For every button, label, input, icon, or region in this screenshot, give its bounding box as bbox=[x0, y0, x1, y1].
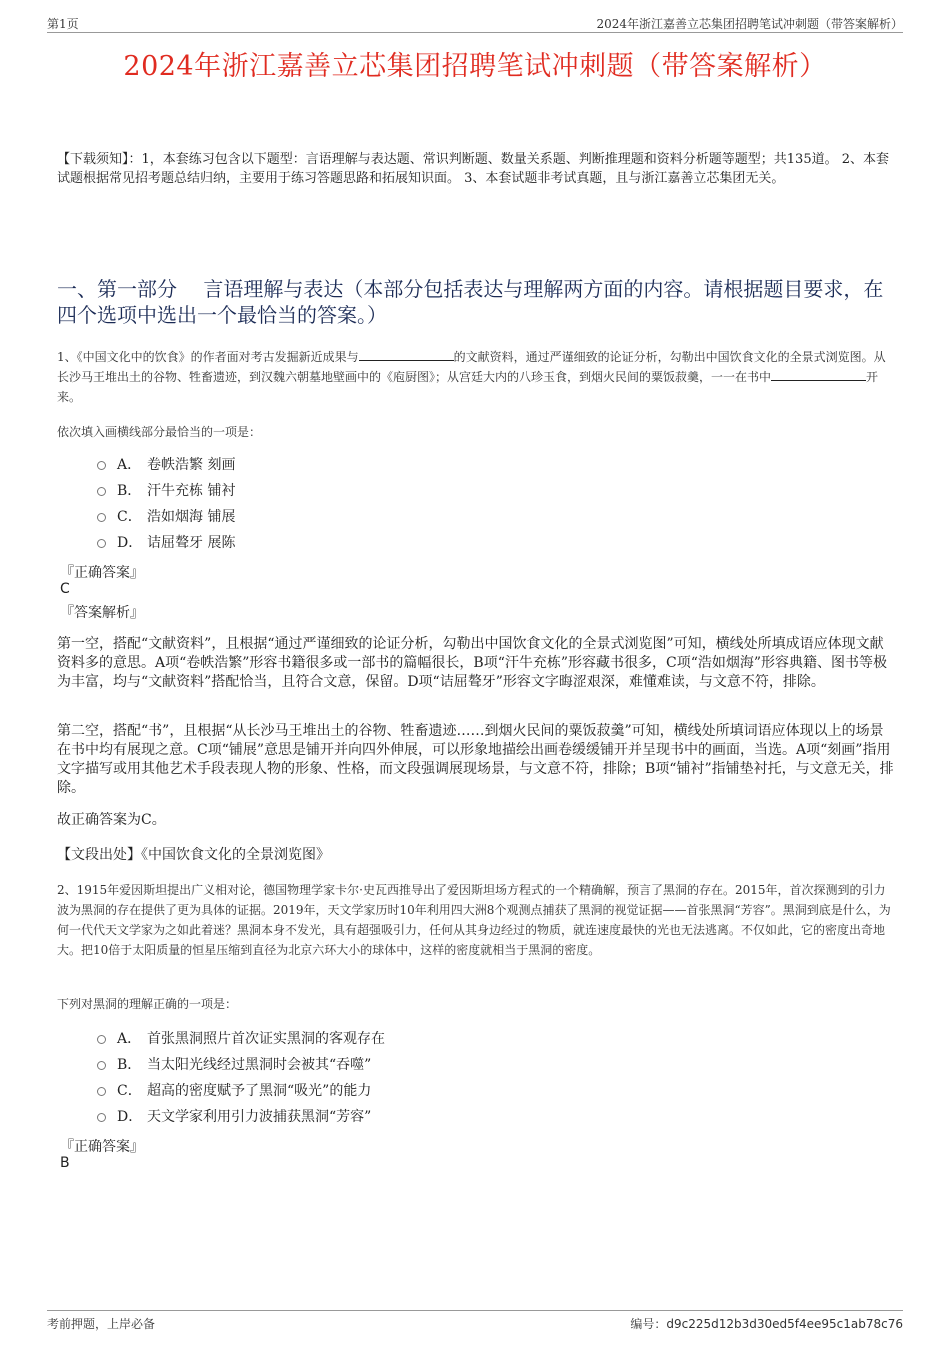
page-number: 第1页 bbox=[47, 17, 79, 31]
source-note: 【文段出处】《中国饮食文化的全景浏览图》 bbox=[57, 847, 330, 863]
section-heading: 一、第一部分 言语理解与表达（本部分包括表达与理解两方面的内容。请根据题目要求，在四个选项中选出一个最恰当的答案。） bbox=[57, 277, 884, 327]
analysis-label: 『答案解析』 bbox=[60, 605, 144, 621]
option-letter: D． bbox=[117, 535, 143, 551]
option-c[interactable] bbox=[97, 1078, 385, 1104]
option-c[interactable] bbox=[97, 504, 235, 530]
option-letter: D． bbox=[117, 1109, 143, 1125]
question-2-text: 2、1915年爱因斯坦提出广义相对论，德国物理学家卡尔·史瓦西推导出了爱因斯坦场方程式的一个精确解，预言了黑洞的存在。2015年，首次探测到的引力波为黑洞的存在提供了更为具体的证据。2019年，天文学家历时10年利用四大洲8个观测点捕获了黑洞的视觉证据——首张黑洞“芳容”。黑洞到底是什么，为何一代代天文学家为之如此着迷？黑洞本身不发光，具有超强吸引力，任何从其身边经过的物质，就连速度最快的光也无法逃离。不仅如此，它的密度出奇地大。把10倍于太阳质量的恒星压缩到直径为北京六环大小的球体中，这样的密度就相当于黑洞的密度。 bbox=[57, 883, 891, 957]
option-d[interactable] bbox=[97, 530, 235, 556]
radio-button[interactable] bbox=[97, 1113, 106, 1122]
question-1-options bbox=[97, 452, 235, 556]
answer-label: 『正确答案』 bbox=[60, 1139, 144, 1155]
option-text: 汗牛充栋 铺衬 bbox=[147, 483, 236, 499]
option-text: 当太阳光线经过黑洞时会被其“吞噬” bbox=[147, 1057, 372, 1073]
option-b[interactable] bbox=[97, 1052, 385, 1078]
header-doc-title: 2024年浙江嘉善立芯集团招聘笔试冲刺题（带答案解析） bbox=[596, 17, 903, 31]
code-value: d9c225d12b3d30ed5f4ee95c1ab78c76 bbox=[666, 1317, 903, 1331]
correct-answer: C bbox=[60, 581, 70, 597]
radio-button[interactable] bbox=[97, 539, 106, 548]
radio-button[interactable] bbox=[97, 1061, 106, 1070]
code-label: 编号： bbox=[630, 1317, 667, 1331]
radio-button[interactable] bbox=[97, 513, 106, 522]
radio-button[interactable] bbox=[97, 1035, 106, 1044]
fill-blank-2 bbox=[771, 368, 866, 381]
option-a[interactable] bbox=[97, 1026, 385, 1052]
radio-button[interactable] bbox=[97, 487, 106, 496]
question-2-prompt: 下列对黑洞的理解正确的一项是： bbox=[57, 997, 238, 1011]
option-letter: B． bbox=[117, 483, 142, 499]
option-text: 诘屈聱牙 展陈 bbox=[147, 535, 236, 551]
analysis-paragraph-1: 第一空，搭配“文献资料”，且根据“通过严谨细致的论证分析，勾勒出中国饮食文化的全景式浏览图”可知，横线处所填成语应体现文献资料多的意思。A项“卷帙浩繁”形容书籍很多或一部书的篇幅很长，B项“汗牛充栋”形容藏书很多，C项“浩如烟海”形容典籍、图书等极为丰富，均与“文献资料”搭配恰当，且符合文意，保留。D项“诘屈聱牙”形容文字晦涩艰深，难懂难读，与文意不符，排除。 bbox=[57, 636, 888, 690]
option-letter: A． bbox=[117, 1031, 142, 1047]
document-title: 2024年浙江嘉善立芯集团招聘笔试冲刺题（带答案解析） bbox=[123, 51, 827, 82]
option-letter: A． bbox=[117, 457, 142, 473]
question-2-options bbox=[97, 1026, 385, 1130]
question-1-text-part-a: 1、《中国文化中的饮食》的作者面对考古发掘新近成果与 bbox=[57, 350, 359, 364]
option-text: 卷帙浩繁 刻画 bbox=[147, 457, 236, 473]
option-text: 首张黑洞照片首次证实黑洞的客观存在 bbox=[147, 1031, 385, 1047]
question-1-prompt: 依次填入画横线部分最恰当的一项是： bbox=[57, 425, 262, 439]
option-letter: B． bbox=[117, 1057, 142, 1073]
question-1-text bbox=[57, 347, 895, 407]
question-1-text-part-c: 开来。 bbox=[57, 370, 879, 404]
answer-label: 『正确答案』 bbox=[60, 565, 144, 581]
page-header bbox=[47, 12, 903, 33]
fill-blank-1 bbox=[359, 348, 454, 361]
radio-button[interactable] bbox=[97, 461, 106, 470]
analysis-conclusion: 故正确答案为C。 bbox=[57, 812, 166, 828]
footer-code bbox=[630, 1315, 903, 1332]
option-letter: C． bbox=[117, 1083, 142, 1099]
option-text: 天文学家利用引力波捕获黑洞“芳容” bbox=[147, 1109, 372, 1125]
download-notice: 【下载须知】：1，本套练习包含以下题型：言语理解与表达题、常识判断题、数量关系题、判断推理题和资料分析题等题型；共135道。 2、本套试题根据常见招考题总结归纳，主要用于练习答题思路和拓展知识面。 3、本套试题非考试真题，且与浙江嘉善立芯集团无关。 bbox=[57, 152, 889, 186]
radio-button[interactable] bbox=[97, 1087, 106, 1096]
option-d[interactable] bbox=[97, 1104, 385, 1130]
option-text: 浩如烟海 铺展 bbox=[147, 509, 236, 525]
correct-answer: B bbox=[60, 1155, 70, 1171]
option-text: 超高的密度赋予了黑洞“吸光”的能力 bbox=[147, 1083, 372, 1099]
question-1-text-part-b: 的文献资料，通过严谨细致的论证分析，勾勒出中国饮食文化的全景式浏览图。从长沙马王堆出土的谷物、牲畜遗迹，到汉魏六朝墓地壁画中的《庖厨图》；从宫廷大内的八珍玉食，到烟火民间的粟饭菽羹，一一在书中 bbox=[57, 350, 886, 384]
option-letter: C． bbox=[117, 509, 142, 525]
analysis-paragraph-2: 第二空，搭配“书”，且根据“从长沙马王堆出土的谷物、牲畜遗迹……到烟火民间的粟饭菽羹”可知，横线处所填词语应体现以上的场景在书中均有展现之意。C项“铺展”意思是铺开并向四外伸展，可以形象地描绘出画卷缓缓铺开并呈现书中的画面，当选。A项“刻画”指用文字描写或用其他艺术手段表现人物的形象、性格，而文段强调展现场景，与文意不符，排除；B项“铺衬”指铺垫衬托，与文意无关，排除。 bbox=[57, 723, 894, 796]
option-a[interactable] bbox=[97, 452, 235, 478]
page-footer bbox=[47, 1310, 903, 1331]
option-b[interactable] bbox=[97, 478, 235, 504]
footer-slogan: 考前押题，上岸必备 bbox=[47, 1317, 156, 1331]
